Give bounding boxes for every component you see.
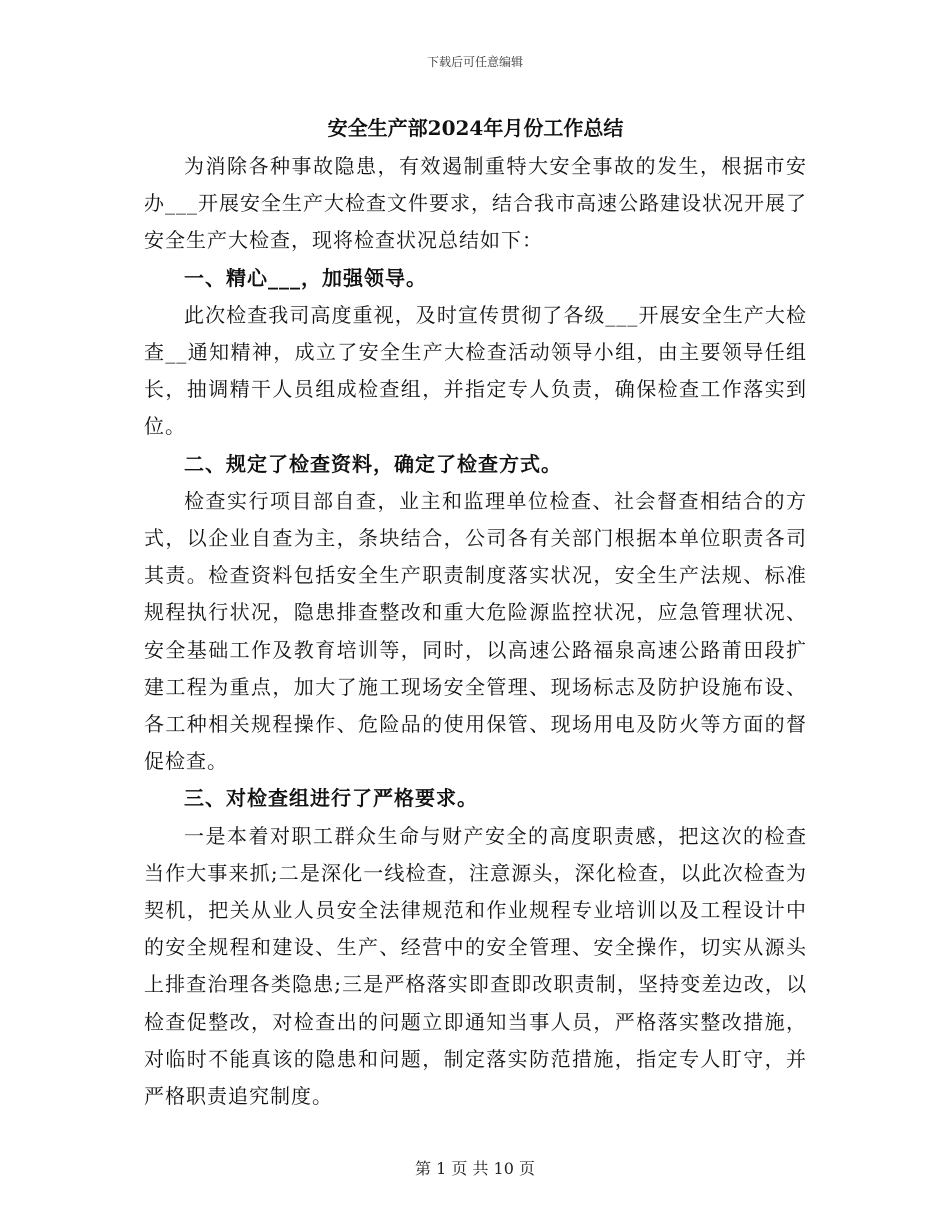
section-1-paragraph: 此次检查我司高度重视，及时宣传贯彻了各级___开展安全生产大检查__通知精神，成立了安全生产大检查活动领导小组，由主要领导任组长，抽调精干人员组成检查组，并指定专人负责，确保检查工作落实到位。: [144, 302, 807, 439]
section-heading-2: 二、规定了检查资料，确定了检查方式。: [184, 451, 562, 476]
section-3-paragraph: 一是本着对职工群众生命与财产安全的高度职责感，把这次的检查当作大事来抓;二是深化一线检查，注意源头，深化检查，以此次检查为契机，把关从业人员安全法律规范和作业规程专业培训以及工程设计中的安全规程和建设、生产、经营中的安全管理、安全操作，切实从源头上排查治理各类隐患;三是严格落实即查即改职责制，坚持变差边改，以检查促整改，对检查出的问题立即通知当事人员，严格落实整改措施，对临时不能真该的隐患和问题，制定落实防范措施，指定专人盯守，并严格职责追究制度。: [144, 823, 807, 1109]
document-title: 安全生产部2024年月份工作总结: [327, 116, 624, 140]
page-number-footer: 第 1 页 共 10 页: [415, 1159, 535, 1178]
intro-paragraph: 为消除各种事故隐患，有效遏制重特大安全事故的发生，根据市安办___开展安全生产大检查文件要求，结合我市高速公路建设状况开展了安全生产大检查，现将检查状况总结如下：: [144, 154, 807, 253]
section-2-paragraph: 检查实行项目部自查，业主和监理单位检查、社会督查相结合的方式，以企业自查为主，条块结合，公司各有关部门根据本单位职责各司其责。检查资料包括安全生产职责制度落实状况，安全生产法规、标准规程执行状况，隐患排查整改和重大危险源监控状况，应急管理状况、安全基础工作及教育培训等，同时，以高速公路福泉高速公路莆田段扩建工程为重点，加大了施工现场安全管理、现场标志及防护设施布设、各工种相关规程操作、危险品的使用保管、现场用电及防火等方面的督促检查。: [144, 488, 807, 774]
section-heading-1: 一、精心___，加强领导。: [184, 265, 427, 290]
header-note: 下载后可任意编辑: [426, 55, 523, 69]
document-body: [144, 108, 807, 1115]
section-heading-3: 三、对检查组进行了严格要求。: [184, 786, 478, 811]
